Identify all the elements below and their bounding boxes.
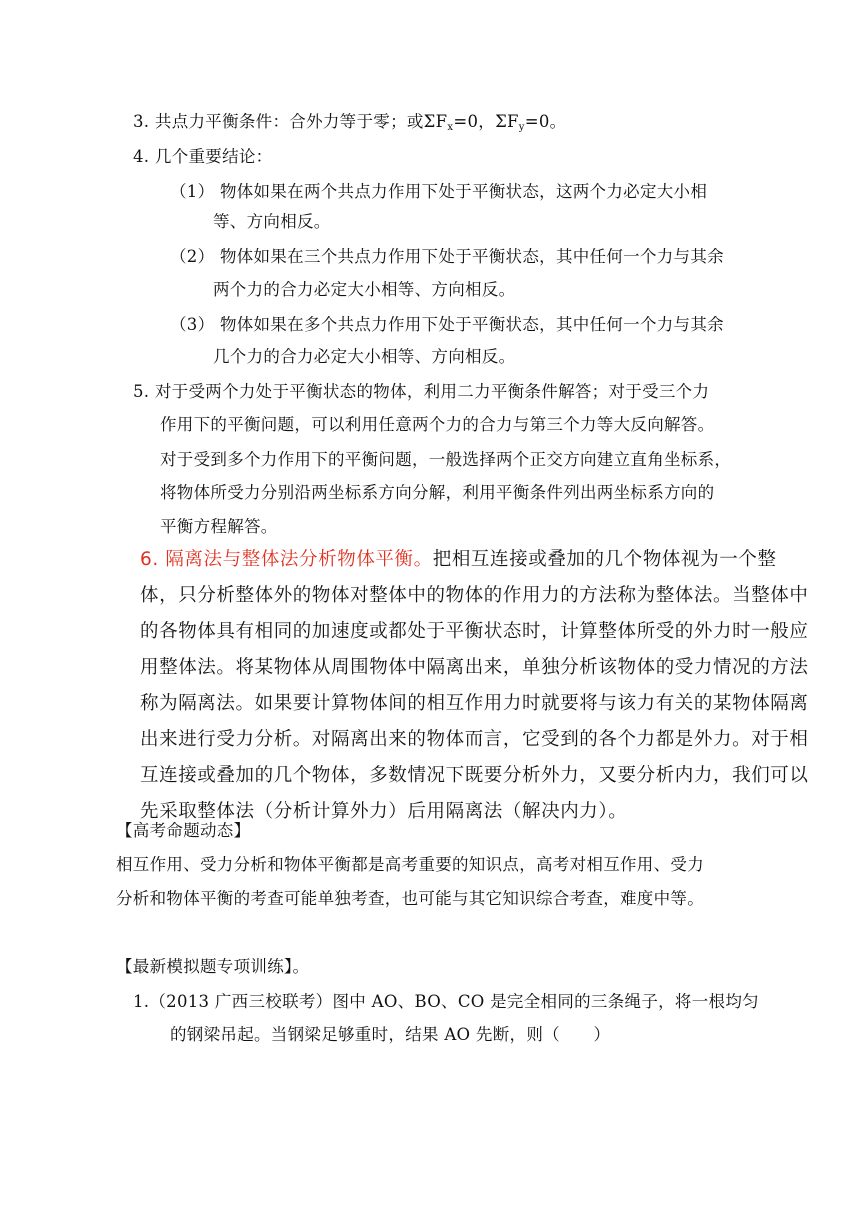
condition-text: 3. 共点力平衡条件：合外力等于零；或ΣF	[133, 112, 448, 131]
item6-line-6: 出来进行受力分析。对隔离出来的物体而言，它受到的各个力都是外力。对于相	[140, 729, 809, 750]
exam-trend-line-1: 相互作用、受力分析和物体平衡都是高考重要的知识点，高考对相互作用、受力	[116, 855, 704, 874]
item6-line-4: 用整体法。将某物体从周围物体中隔离出来，单独分析该物体的受力情况的方法	[140, 657, 809, 678]
item5-line-3: 对于受到多个力作用下的平衡问题，一般选择两个正交方向建立直角坐标系，	[160, 450, 732, 469]
exam-trend-heading: 【高考命题动态】	[116, 821, 251, 840]
conclusion-2-line-1: （2） 物体如果在三个共点力作用下处于平衡状态，其中任何一个力与其余	[170, 247, 724, 266]
subscript-y: y	[518, 122, 525, 133]
training-heading: 【最新模拟题专项训练】。	[116, 957, 310, 976]
conclusion-1-line-1: （1） 物体如果在两个共点力作用下处于平衡状态，这两个力必定大小相	[170, 182, 708, 201]
item6-red-title: 6. 隔离法与整体法分析物体平衡。	[140, 549, 433, 570]
condition-text-mid: =0，ΣF	[453, 112, 519, 131]
question-1-line-1: 1.（2013 广西三校联考）图中 AO、BO、CO 是完全相同的三条绳子，将一根均匀	[133, 992, 759, 1011]
equilibrium-condition-line	[133, 110, 566, 140]
item5-line-5: 平衡方程解答。	[160, 517, 278, 536]
conclusion-3-line-2: 几个力的合力必定大小相等、方向相反。	[213, 347, 516, 366]
item6-line-7: 互连接或叠加的几个物体，多数情况下既要分析外力，又要分析内力，我们可以	[140, 765, 809, 786]
exam-trend-line-2: 分析和物体平衡的考查可能单独考查，也可能与其它知识综合考查，难度中等。	[116, 889, 704, 908]
item6-line-8: 先采取整体法（分析计算外力）后用隔离法（解决内力）。	[140, 801, 628, 822]
conclusion-2-line-2: 两个力的合力必定大小相等、方向相反。	[213, 280, 516, 299]
conclusion-3-line-1: （3） 物体如果在多个共点力作用下处于平衡状态，其中任何一个力与其余	[170, 315, 724, 334]
item6-line-3: 的各物体具有相同的加速度或都处于平衡状态时，计算整体所受的外力时一般应	[140, 621, 809, 642]
item5-line-4: 将物体所受力分别沿两坐标系方向分解，利用平衡条件列出两坐标系方向的	[160, 483, 715, 502]
subscript-x: x	[447, 122, 454, 133]
item5-line-1: 5. 对于受两个力处于平衡状态的物体，利用二力平衡条件解答；对于受三个力	[133, 382, 710, 401]
condition-text-end: =0。	[524, 112, 567, 131]
item6-line-2: 体，只分析整体外的物体对整体中的物体的作用力的方法称为整体法。当整体中	[140, 585, 809, 606]
item6-line-1-rest: 把相互连接或叠加的几个物体视为一个整	[432, 549, 777, 570]
conclusions-heading: 4. 几个重要结论：	[133, 147, 273, 166]
item5-line-2: 作用下的平衡问题，可以利用任意两个力的合力与第三个力等大反向解答。	[160, 415, 715, 434]
question-1-line-2: 的钢梁吊起。当钢梁足够重时，结果 AO 先断，则（ ）	[170, 1025, 611, 1044]
item6-line-5: 称为隔离法。如果要计算物体间的相互作用力时就要将与该力有关的某物体隔离	[140, 693, 809, 714]
item6-line-1	[140, 548, 777, 572]
conclusion-1-line-2: 等、方向相反。	[213, 212, 331, 231]
